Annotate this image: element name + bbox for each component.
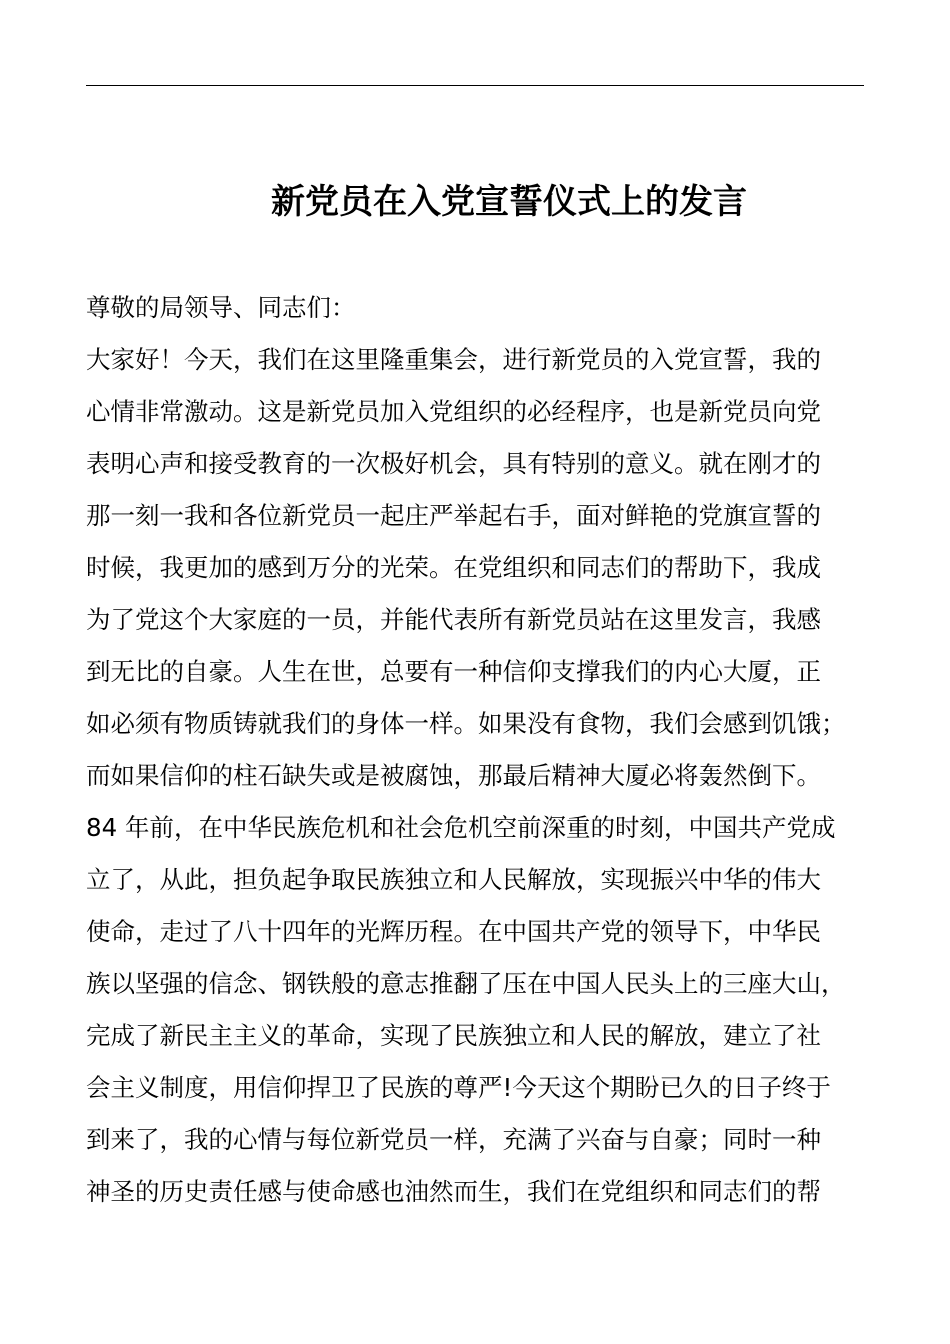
body-line: 立了，从此，担负起争取民族独立和人民解放，实现振兴中华的伟大 bbox=[86, 865, 821, 894]
body-line: 大家好！今天，我们在这里隆重集会，进行新党员的入党宣誓，我的 bbox=[86, 345, 821, 374]
body-line: 心情非常激动。这是新党员加入党组织的必经程序，也是新党员向党 bbox=[86, 397, 821, 426]
header-rule bbox=[86, 85, 864, 86]
body-line: 完成了新民主主义的革命，实现了民族独立和人民的解放，建立了社 bbox=[86, 1021, 821, 1050]
body-line: 到无比的自豪。人生在世，总要有一种信仰支撑我们的内心大厦，正 bbox=[86, 657, 821, 686]
body-line: 84 年前，在中华民族危机和社会危机空前深重的时刻，中国共产党成 bbox=[86, 813, 836, 842]
body-line: 表明心声和接受教育的一次极好机会，具有特别的意义。就在刚才的 bbox=[86, 449, 821, 478]
salutation: 尊敬的局领导、同志们： bbox=[86, 293, 356, 322]
body-line: 如必须有物质铸就我们的身体一样。如果没有食物，我们会感到饥饿； bbox=[86, 709, 846, 738]
body-line: 族以坚强的信念、钢铁般的意志推翻了压在中国人民头上的三座大山， bbox=[86, 969, 846, 998]
body-line: 那一刻一我和各位新党员一起庄严举起右手，面对鲜艳的党旗宣誓的 bbox=[86, 501, 821, 530]
body-line: 而如果信仰的柱石缺失或是被腐蚀，那最后精神大厦必将轰然倒下。 bbox=[86, 761, 821, 790]
body-line: 到来了，我的心情与每位新党员一样，充满了兴奋与自豪；同时一种 bbox=[86, 1125, 821, 1154]
body-line: 神圣的历史责任感与使命感也油然而生，我们在党组织和同志们的帮 bbox=[86, 1177, 821, 1206]
body-line: 为了党这个大家庭的一员，并能代表所有新党员站在这里发言，我感 bbox=[86, 605, 821, 634]
body-line: 使命，走过了八十四年的光辉历程。在中国共产党的领导下，中华民 bbox=[86, 917, 821, 946]
body-line: 会主义制度，用信仰捍卫了民族的尊严!今天这个期盼已久的日子终于 bbox=[86, 1073, 831, 1102]
body-line: 时候，我更加的感到万分的光荣。在党组织和同志们的帮助下，我成 bbox=[86, 553, 821, 582]
document-body bbox=[86, 282, 876, 1218]
document-title: 新党员在入党宣誓仪式上的发言 bbox=[271, 182, 747, 222]
